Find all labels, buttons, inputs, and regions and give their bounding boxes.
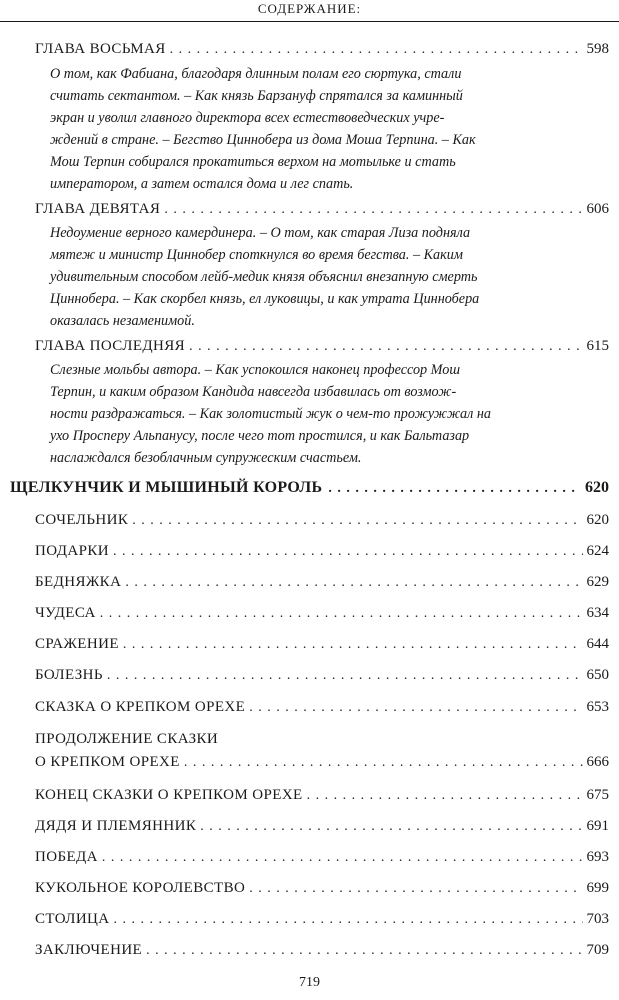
entry-title: ГЛАВА ВОСЬМАЯ	[35, 41, 166, 57]
entry-page: 629	[586, 574, 609, 590]
dot-leader	[307, 786, 583, 806]
summary-line: мятеж и министр Циннобер споткнулся во время бегства. – Каким	[50, 247, 463, 263]
page-number: 719	[299, 975, 320, 990]
entry-title: СТОЛИЦА	[35, 911, 110, 927]
entry-title-line-1: ПРОДОЛЖЕНИЕ СКАЗКИ	[35, 731, 219, 747]
dot-leader	[102, 848, 583, 868]
entry-page: 653	[586, 699, 609, 715]
toc-entry-sub[interactable]	[0, 510, 619, 531]
dot-leader	[123, 635, 583, 655]
dot-leader	[170, 40, 583, 60]
dot-leader	[125, 573, 582, 593]
chapter-last-summary	[50, 359, 560, 469]
summary-line: наслаждался безоблачным супружеским счастьем.	[50, 450, 362, 466]
entry-title: О КРЕПКОМ ОРЕХЕ	[35, 754, 180, 770]
summary-line: удивительным способом лейб-медик князя объяснил внезапную смерть	[50, 269, 478, 285]
dot-leader	[113, 542, 583, 562]
summary-line: Циннобера. – Как скорбел князь, ел луковицы, и как утрата Циннобера	[50, 291, 480, 307]
toc-entry-sub[interactable]	[0, 665, 619, 686]
dot-leader	[100, 604, 583, 624]
summary-line: Недоумение верного камердинера. – О том, как старая Лиза подняла	[50, 225, 471, 241]
summary-line: оказалась незаменимой.	[50, 313, 195, 329]
entry-title: ЧУДЕСА	[35, 605, 96, 621]
summary-line: экран и уволил главного директора всех естествоведческих учре-	[50, 110, 445, 126]
dot-leader	[328, 479, 579, 499]
dot-leader	[107, 666, 583, 686]
entry-title: ГЛАВА ПОСЛЕДНЯЯ	[35, 338, 186, 354]
toc-entry-sub[interactable]	[0, 909, 619, 930]
entry-title: БОЛЕЗНЬ	[35, 667, 103, 683]
entry-title: БЕДНЯЖКА	[35, 574, 122, 590]
dot-leader	[164, 200, 582, 220]
toc-entry-chapter-8[interactable]	[0, 39, 619, 60]
chapter-8-summary	[50, 63, 560, 195]
toc-entry-sub[interactable]	[0, 940, 619, 961]
entry-title: КУКОЛЬНОЕ КОРОЛЕВСТВО	[35, 880, 246, 896]
toc-entry-sub[interactable]	[0, 816, 619, 837]
entry-title: СРАЖЕНИЕ	[35, 636, 119, 652]
toc-entry-sub[interactable]	[0, 541, 619, 562]
summary-line: считать сектантом. – Как князь Барзануф спрятался за каминный	[50, 88, 463, 104]
dot-leader	[146, 941, 582, 961]
running-head: СОДЕРЖАНИЕ:	[257, 1, 362, 16]
entry-page: 624	[586, 543, 609, 559]
toc-entry-sub[interactable]	[0, 878, 619, 899]
dot-leader	[114, 910, 583, 930]
chapter-9-summary	[50, 222, 560, 332]
entry-page: 693	[586, 849, 609, 865]
entry-page: 650	[586, 667, 609, 683]
entry-title: ПОБЕДА	[35, 849, 98, 865]
summary-line: ухо Просперу Альпанусу, после чего тот простился, и как Бальтазар	[50, 428, 470, 444]
toc-section-nutcracker[interactable]	[0, 478, 619, 499]
header-rule	[0, 21, 619, 22]
entry-page: 699	[586, 880, 609, 896]
entry-page: 606	[586, 201, 609, 217]
entry-title: КОНЕЦ СКАЗКИ О КРЕПКОМ ОРЕХЕ	[35, 787, 303, 803]
entry-page: 703	[586, 911, 609, 927]
entry-page: 691	[586, 818, 609, 834]
entry-page: 644	[586, 636, 609, 652]
entry-title: СОЧЕЛЬНИК	[35, 512, 129, 528]
summary-line: ности раздражаться. – Как золотистый жук о чем-то прожужжал на	[50, 406, 491, 422]
toc-entry-sub[interactable]	[0, 752, 619, 773]
toc-entry-sub[interactable]	[0, 847, 619, 868]
entry-title: СКАЗКА О КРЕПКОМ ОРЕХЕ	[35, 699, 246, 715]
dot-leader	[249, 698, 582, 718]
dot-leader	[200, 817, 582, 837]
toc-entry-sub[interactable]	[0, 603, 619, 624]
summary-line: Терпин, и каким образом Кандида навсегда избавилась от возмож-	[50, 384, 457, 400]
toc-entry-sub[interactable]	[0, 634, 619, 655]
toc-entry-sub[interactable]	[0, 697, 619, 718]
summary-line: ждений в стране. – Бегство Циннобера из дома Моша Терпина. – Как	[50, 132, 476, 148]
section-page: 620	[585, 479, 609, 496]
dot-leader	[132, 511, 582, 531]
summary-line: императором, а затем остался дома и лег спать.	[50, 176, 354, 192]
summary-line: Слезные мольбы автора. – Как успокоился наконец профессор Мош	[50, 362, 461, 378]
entry-page: 675	[586, 787, 609, 803]
summary-line: Мош Терпин собирался прокатиться верхом на мотыльке и стать	[50, 154, 456, 170]
toc-entry-chapter-last[interactable]	[0, 336, 619, 357]
toc-entry-chapter-9[interactable]	[0, 199, 619, 220]
dot-leader	[184, 753, 583, 773]
entry-title: ДЯДЯ И ПЛЕМЯННИК	[35, 818, 197, 834]
entry-page: 615	[586, 338, 609, 354]
entry-title: ЗАКЛЮЧЕНИЕ	[35, 942, 143, 958]
entry-page: 709	[586, 942, 609, 958]
summary-line: О том, как Фабиана, благодаря длинным полам его сюртука, стали	[50, 66, 462, 82]
entry-title: ПОДАРКИ	[35, 543, 109, 559]
entry-title: ГЛАВА ДЕВЯТАЯ	[35, 201, 161, 217]
toc-entry-sub[interactable]	[0, 785, 619, 806]
toc-entry-sub[interactable]	[0, 572, 619, 593]
entry-page: 634	[586, 605, 609, 621]
section-title: ЩЕЛКУНЧИК И МЫШИНЫЙ КОРОЛЬ	[10, 479, 323, 496]
entry-page: 598	[586, 41, 609, 57]
dot-leader	[189, 337, 582, 357]
entry-page: 666	[586, 754, 609, 770]
dot-leader	[249, 879, 582, 899]
entry-page: 620	[586, 512, 609, 528]
